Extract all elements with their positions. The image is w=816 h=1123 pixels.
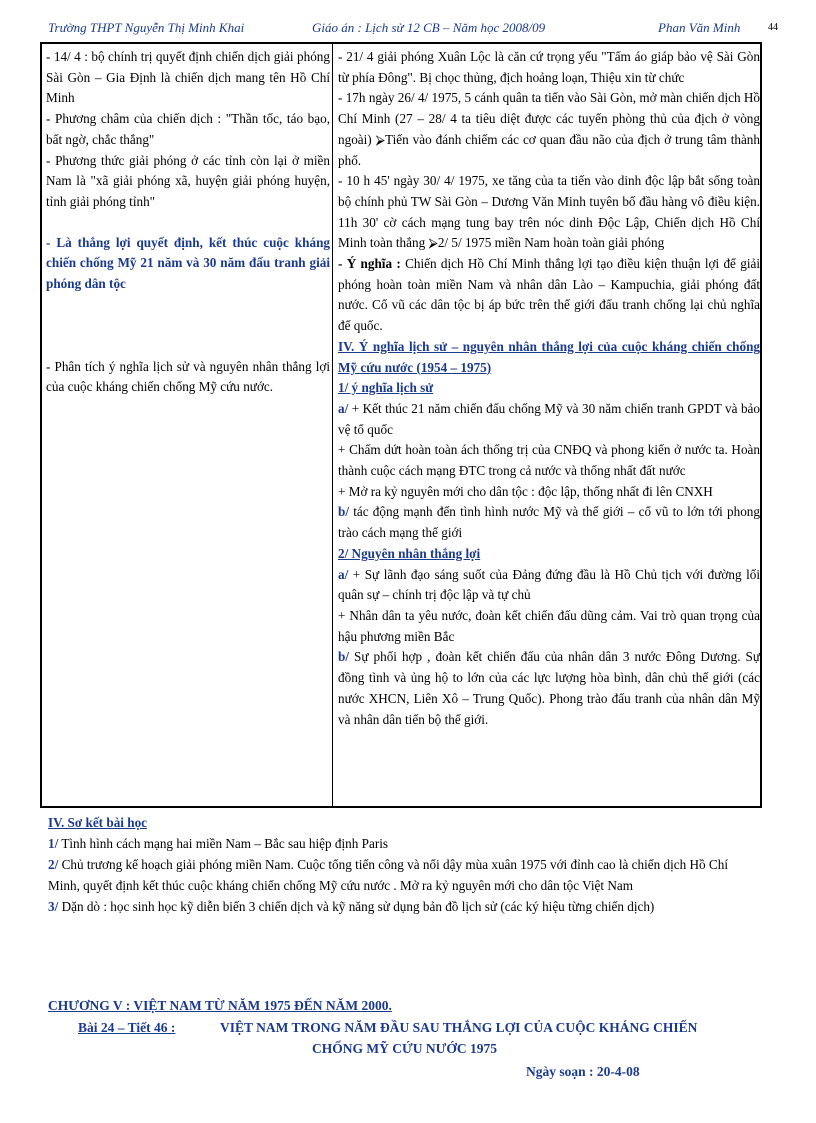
left-item-3: - Phương thức giải phóng ở các tỉnh còn lại ở miền Nam là "xã giải phóng xã, huyện giải phóng huyện, tỉnh giải phóng tỉnh": [46, 152, 330, 209]
page-header: [44, 20, 756, 38]
right-item-4: - Ý nghĩa : Chiến dịch Hồ Chí Minh thắng lợi tạo điều kiện thuận lợi để giải phóng hoàn toàn miền Nam và nhân dân Lào – Kampuchia, giải phóng đất nước. Cổ vũ các dân tộc bị áp bức trên thế giới đấu tranh chống lại chủ nghĩa đế quốc.: [338, 256, 760, 334]
left-column: [46, 47, 330, 398]
summary-title: IV. Sơ kết bài học: [48, 815, 148, 830]
lesson-number: Bài 24 – Tiết 46 :: [78, 1020, 176, 1035]
left-item-1: - 14/ 4 : bộ chính trị quyết định chiến dịch giải phóng Sài Gòn – Gia Định là chiến dịch mang tên Hồ Chí Minh: [46, 49, 330, 106]
cause-a2: + Nhân dân ta yêu nước, đoàn kết chiến đấu dũng cảm. Vai trò quan trọng của hậu phương miền Bắc: [338, 607, 760, 644]
chapter-title: CHƯƠNG V : VIỆT NAM TỪ NĂM 1975 ĐẾN NĂM 2000.: [48, 998, 392, 1013]
meaning-a3: + Mở ra kỷ nguyên mới cho dân tộc : độc lập, thống nhất đi lên CNXH: [338, 483, 713, 499]
header-plan: Giáo án : Lịch sử 12 CB – Năm học 2008/09: [312, 20, 546, 35]
left-item-2: - Phương châm của chiến dịch : "Thần tốc, táo bạo, bất ngờ, chắc thắng": [46, 111, 330, 147]
lesson-title-line1: VIỆT NAM TRONG NĂM ĐẦU SAU THẮNG LỢI CỦA CUỘC KHÁNG CHIẾN: [220, 1020, 698, 1035]
header-author: Phan Văn Minh: [658, 20, 741, 35]
right-item-3: - 10 h 45' ngày 30/ 4/ 1975, xe tăng của ta tiến vào dinh độc lập bắt sống toàn bộ chính phủ TW Sài Gòn – Dương Văn Minh tuyên bố đầu hàng vô điều kiện. 11h 30' cờ cách mạng tung bay trên nóc dinh Độc Lập, Chiến dịch Hồ Chí Minh toàn thắng ⮚2/ 5/ 1975 miền Nam hoàn toàn giải phóng: [338, 173, 760, 251]
meaning-a2: + Chấm dứt hoàn toàn ách thống trị của CNĐQ và phong kiến ở nước ta. Hoàn thành cuộc cách mạng ĐTC trong cả nước và thống nhất đất nước: [338, 442, 760, 479]
prepared-date: Ngày soạn : 20-4-08: [526, 1064, 640, 1079]
meaning-b: b/ tác động mạnh đến tình hình nước Mỹ và thế giới – cổ vũ to lớn tới phong trào cách mạng thế giới: [338, 504, 760, 541]
header-school: Trường THPT Nguyễn Thị Minh Khai: [48, 20, 245, 35]
right-item-2: - 17h ngày 26/ 4/ 1975, 5 cánh quân ta tiến vào Sài Gòn, mở màn chiến dịch Hồ Chí Minh (27 – 28/ 4 ta tiêu diệt được các tuyến phòng thủ của địch ở vòng ngoài) ⮚Tiến vào đánh chiếm các cơ quan đầu não của địch ở trung tâm thành phố.: [338, 90, 760, 168]
left-item-4: - Là thắng lợi quyết định, kết thúc cuộc kháng chiến chống Mỹ 21 năm và 30 năm đấu tranh giải phóng dân tộc: [46, 234, 330, 292]
summary-item-3: 3/ Dặn dò : học sinh học kỹ diễn biến 3 chiến dịch và kỹ năng sử dụng bản đồ lịch sử (các ký hiệu từng chiến dịch): [48, 899, 655, 914]
lesson-summary: [48, 812, 760, 917]
left-item-5: - Phân tích ý nghĩa lịch sử và nguyên nhân thắng lợi của cuộc kháng chiến chống Mỹ cứu nước.: [46, 358, 330, 395]
significance-label: - Ý nghĩa :: [338, 256, 401, 272]
right-column: [338, 47, 760, 730]
cause-b: b/ Sự phối hợp , đoàn kết chiến đấu của nhân dân 3 nước Đông Dương. Sự đồng tình và ủng hộ to lớn của các lực lượng hòa bình, dân chủ thế giới (các nước XHCN, Liên Xô – Trung Quốc). Phong trào đấu tranh của nhân dân Mỹ và nhân dân tiến bộ thế giới.: [338, 649, 760, 727]
page-number: 44: [768, 22, 778, 33]
meaning-a: a/ + Kết thúc 21 năm chiến đấu chống Mỹ và 30 năm chiến tranh GPDT và bảo vệ tổ quốc: [338, 400, 760, 437]
summary-item-1: 1/ Tình hình cách mạng hai miền Nam – Bắc sau hiệp định Paris: [48, 836, 389, 851]
cause-a: a/ + Sự lãnh đạo sáng suốt của Đảng đứng đầu là Hồ Chủ tịch với đường lối quân sự – chính trị độc lập và tự chủ: [338, 566, 760, 603]
right-item-1: - 21/ 4 giải phóng Xuân Lộc là căn cứ trọng yếu "Tấm áo giáp bảo vệ Sài Gòn từ phía Đông". Bị chọc thủng, địch hoảng loạn, Thiệu xin từ chức: [338, 49, 760, 85]
subheading-causes: 2/ Nguyên nhân thắng lợi: [338, 545, 481, 561]
subheading-meaning: 1/ ý nghĩa lịch sử: [338, 380, 434, 396]
section-iv-heading: IV. Ý nghĩa lịch sử – nguyên nhân thắng lợi của cuộc kháng chiến chống Mỹ cứu nước (1954 – 1975): [338, 338, 760, 375]
lesson-title-line2: CHỐNG MỸ CỨU NƯỚC 1975: [312, 1041, 497, 1056]
summary-item-2: 2/ Chủ trương kế hoạch giải phóng miền Nam. Cuộc tổng tiến công và nổi dậy mùa xuân 1975 với đỉnh cao là chiến dịch Hồ Chí Minh, quyết định kết thúc cuộc kháng chiến chống Mỹ cứu nước . Mở ra kỷ nguyên mới cho dân tộc Việt Nam: [48, 857, 728, 893]
